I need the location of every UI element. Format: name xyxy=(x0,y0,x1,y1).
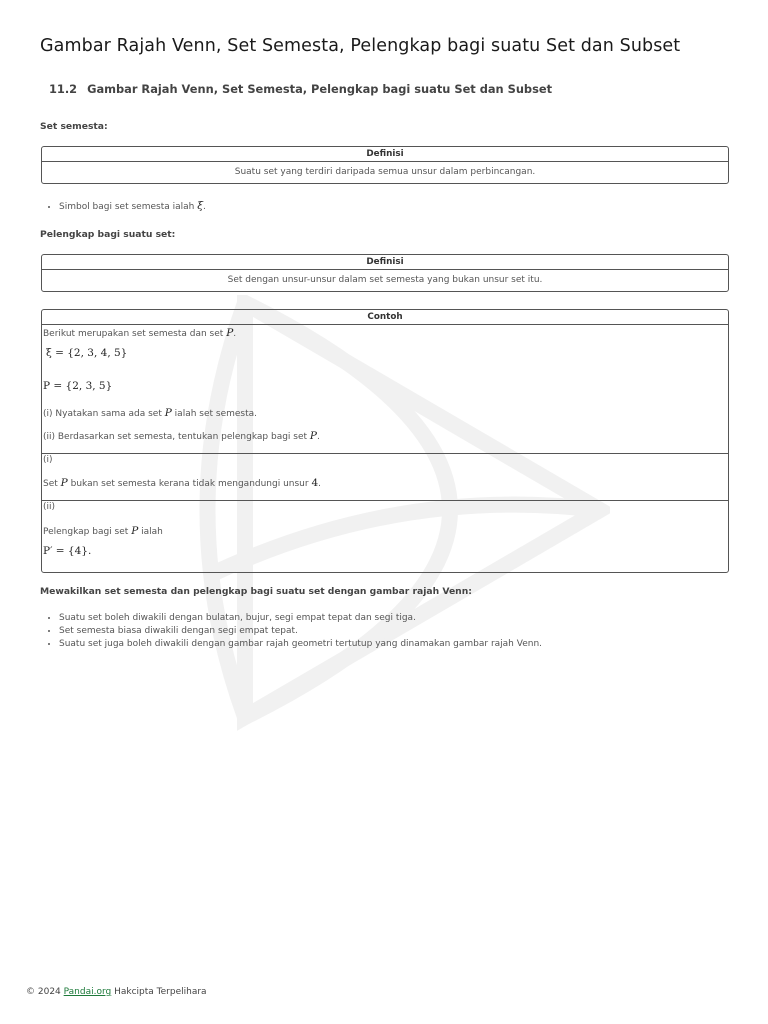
universal-set-expression: ξ = {2, 3, 4, 5} xyxy=(46,347,128,359)
list-item: • Set semesta biasa diwakili dengan segi empat tepat. xyxy=(59,625,542,638)
section-heading xyxy=(49,82,552,96)
venn-label: Mewakilkan set semesta dan pelengkap bagi suatu set dengan gambar rajah Venn: xyxy=(40,586,472,597)
page-title: Gambar Rajah Venn, Set Semesta, Pelengkap bagi suatu Set dan Subset xyxy=(40,36,681,56)
answer-ii-cell xyxy=(41,500,729,573)
list-item: • Suatu set juga boleh diwakili dengan gambar rajah geometri tertutup yang dinamakan gambar rajah Venn. xyxy=(59,638,542,651)
definition-header: Definisi xyxy=(42,147,728,162)
complement-expression: P′ = {4}. xyxy=(43,545,92,557)
example-question-cell xyxy=(41,324,729,454)
venn-bullets xyxy=(40,612,542,651)
list-item: • Simbol bagi set semesta ialah ξ. xyxy=(59,200,206,214)
universal-set-definition-box xyxy=(41,146,729,184)
question-i: (i) Nyatakan sama ada set P ialah set semesta. xyxy=(43,407,258,419)
complement-label: Pelengkap bagi suatu set: xyxy=(40,229,176,240)
example-header: Contoh xyxy=(41,309,729,325)
answer-i-cell xyxy=(41,453,729,501)
copyright-text: © 2024 xyxy=(26,987,61,997)
footer xyxy=(26,987,207,997)
set-p-expression: P = {2, 3, 5} xyxy=(43,380,113,392)
section-title: Gambar Rajah Venn, Set Semesta, Pelengkap bagi suatu Set dan Subset xyxy=(87,82,553,96)
definition-header: Definisi xyxy=(42,255,728,270)
complement-definition-box xyxy=(41,254,729,292)
section-number: 11.2 xyxy=(49,82,78,96)
universal-set-bullets xyxy=(40,200,206,214)
question-ii: (ii) Berdasarkan set semesta, tentukan pelengkap bagi set P. xyxy=(43,430,320,442)
answer-i-label: (i) xyxy=(43,455,53,465)
answer-i-text: Set P bukan set semesta kerana tidak mengandungi unsur 4. xyxy=(43,477,322,489)
pandai-link[interactable]: Pandai.org xyxy=(63,987,112,997)
rights-text: Hakcipta Terpelihara xyxy=(114,987,207,997)
answer-ii-label: (ii) xyxy=(43,502,56,512)
answer-ii-text: Pelengkap bagi set P ialah xyxy=(43,525,163,537)
list-item: • Suatu set boleh diwakili dengan bulatan, bujur, segi empat tepat dan segi tiga. xyxy=(59,612,542,625)
universal-set-label: Set semesta: xyxy=(40,121,108,132)
xi-symbol: ξ xyxy=(197,200,204,212)
definition-text: Set dengan unsur-unsur dalam set semesta yang bukan unsur set itu. xyxy=(227,275,543,285)
example-intro: Berikut merupakan set semesta dan set P. xyxy=(43,327,237,339)
definition-text: Suatu set yang terdiri daripada semua unsur dalam perbincangan. xyxy=(234,167,536,177)
